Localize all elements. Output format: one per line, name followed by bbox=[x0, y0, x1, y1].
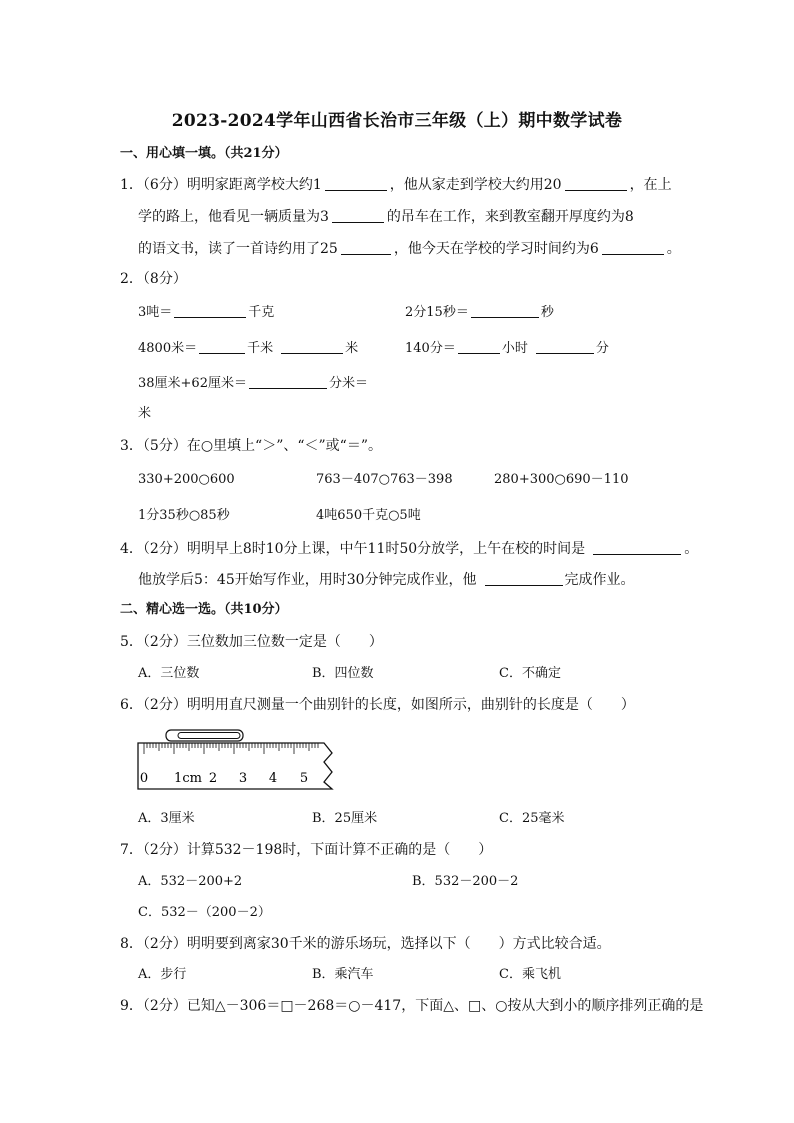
compare-item-5[interactable]: 4吨650千克○5吨 bbox=[316, 508, 421, 523]
page-title: 2023-2024学年山西省长治市三年级（上）期中数学试卷 bbox=[171, 111, 623, 131]
ruler-figure bbox=[136, 726, 340, 794]
option-a[interactable]: A．532－200+2 bbox=[138, 874, 243, 889]
question-5-head bbox=[120, 633, 383, 651]
question-1-line-2 bbox=[138, 208, 634, 226]
answer-blank[interactable] bbox=[593, 540, 681, 555]
question-number: 2． bbox=[120, 271, 143, 287]
question-number: 4． bbox=[120, 541, 143, 557]
question-text: ，在上 bbox=[629, 177, 672, 193]
item-text: 2分15秒＝ bbox=[405, 305, 469, 320]
question-4-line-1 bbox=[120, 540, 698, 558]
question-text: 完成作业。 bbox=[564, 572, 635, 588]
answer-blank[interactable] bbox=[471, 303, 539, 318]
answer-blank[interactable] bbox=[281, 339, 343, 354]
question-text: 的吊车在工作，来到教室翻开厚度约为8 bbox=[386, 209, 634, 225]
option-c[interactable]: C．532－（200－2） bbox=[138, 905, 271, 920]
item-text: 3吨＝ bbox=[138, 305, 173, 320]
ruler-label-1cm: 1cm bbox=[174, 771, 202, 786]
answer-blank[interactable] bbox=[199, 339, 245, 354]
section-heading-fill-in: 一、用心填一填。（共21分） bbox=[120, 146, 288, 161]
section-heading-multiple-choice: 二、精心选一选。（共10分） bbox=[120, 602, 288, 617]
answer-blank[interactable] bbox=[249, 374, 327, 389]
question-7-head bbox=[120, 841, 492, 859]
question-text: 。 bbox=[666, 241, 681, 257]
ruler-label-3: 3 bbox=[238, 771, 248, 786]
item-unit: 分 bbox=[595, 341, 609, 356]
question-3-head bbox=[120, 437, 382, 455]
ruler-label-2: 2 bbox=[208, 771, 218, 786]
question-text: 学的路上，他看见一辆质量为3 bbox=[138, 209, 329, 225]
answer-blank[interactable] bbox=[485, 571, 563, 586]
question-number: 6． bbox=[120, 697, 143, 713]
answer-blank[interactable] bbox=[341, 240, 391, 255]
ruler-ticks bbox=[144, 743, 318, 754]
answer-blank[interactable] bbox=[536, 339, 594, 354]
option-a[interactable]: A．3厘米 bbox=[138, 811, 195, 826]
compare-item-1[interactable]: 330+200○600 bbox=[138, 472, 235, 487]
question-2-item-e-unit: 米 bbox=[138, 406, 152, 421]
question-text: （8分） bbox=[142, 271, 187, 287]
item-text: 140分＝ bbox=[405, 341, 456, 356]
question-text: （2分）计算532－198时，下面计算不正确的是（ ） bbox=[142, 842, 493, 858]
answer-blank[interactable] bbox=[458, 339, 500, 354]
option-c[interactable]: C．乘飞机 bbox=[499, 967, 561, 982]
option-b[interactable]: B．532－200－2 bbox=[412, 874, 519, 889]
question-2-item-b bbox=[405, 303, 554, 322]
question-2-item-e bbox=[138, 374, 368, 393]
question-number: 5． bbox=[120, 634, 143, 650]
item-unit: 分米＝ bbox=[328, 376, 368, 391]
option-c[interactable]: C．25毫米 bbox=[499, 811, 565, 826]
question-text: 。 bbox=[684, 541, 699, 557]
question-9-head bbox=[120, 997, 703, 1015]
item-unit: 米 bbox=[345, 341, 359, 356]
question-text: （5分）在○里填上“＞”、“＜”或“＝”。 bbox=[142, 438, 382, 454]
ruler-label-4: 4 bbox=[268, 771, 278, 786]
answer-blank[interactable] bbox=[332, 208, 384, 223]
question-text: （2分）明明要到离家30千米的游乐场玩，选择以下（ ）方式比较合适。 bbox=[142, 936, 611, 952]
answer-blank[interactable] bbox=[174, 303, 246, 318]
answer-blank[interactable] bbox=[602, 240, 664, 255]
question-2-head bbox=[120, 270, 187, 288]
ruler-label-0: 0 bbox=[139, 771, 149, 786]
option-b[interactable]: B．25厘米 bbox=[312, 811, 378, 826]
item-unit: 千克 bbox=[248, 305, 275, 320]
question-8-head bbox=[120, 935, 611, 953]
question-number: 3． bbox=[120, 438, 143, 454]
question-number: 8． bbox=[120, 936, 143, 952]
question-text: （2分）三位数加三位数一定是（ ） bbox=[142, 634, 383, 650]
question-1-line-3 bbox=[138, 240, 681, 258]
question-6-head bbox=[120, 696, 635, 714]
ruler-label-5: 5 bbox=[299, 771, 309, 786]
option-c[interactable]: C．不确定 bbox=[499, 666, 561, 681]
answer-blank[interactable] bbox=[325, 176, 387, 191]
question-number: 1． bbox=[120, 177, 143, 193]
question-text: （6分）明明家距离学校大约1 bbox=[142, 177, 322, 193]
question-2-item-a bbox=[138, 303, 274, 322]
question-text: ，他从家走到学校大约用20 bbox=[389, 177, 562, 193]
question-text: 的语文书，读了一首诗约用了25 bbox=[138, 241, 338, 257]
question-text: （2分）明明用直尺测量一个曲别针的长度，如图所示，曲别针的长度是（ ） bbox=[142, 697, 635, 713]
option-b[interactable]: B．乘汽车 bbox=[312, 967, 374, 982]
question-text: ，他今天在学校的学习时间约为6 bbox=[393, 241, 599, 257]
question-1-line-1 bbox=[120, 176, 672, 194]
question-text: 他放学后5：45开始写作业，用时30分钟完成作业，他 bbox=[138, 572, 477, 588]
question-2-item-d bbox=[405, 339, 609, 358]
option-a[interactable]: A．步行 bbox=[138, 967, 187, 982]
item-unit: 秒 bbox=[540, 305, 554, 320]
compare-item-3[interactable]: 280+300○690－110 bbox=[494, 472, 629, 487]
question-text: （2分）已知△－306＝□－268＝○－417，下面△、□、○按从大到小的顺序排列正确的是 bbox=[142, 998, 704, 1014]
option-a[interactable]: A．三位数 bbox=[138, 666, 200, 681]
compare-item-4[interactable]: 1分35秒○85秒 bbox=[138, 508, 230, 523]
item-text: 4800米＝ bbox=[138, 341, 198, 356]
item-unit: 小时 bbox=[501, 341, 528, 356]
option-b[interactable]: B．四位数 bbox=[312, 666, 374, 681]
question-2-item-c bbox=[138, 339, 358, 358]
question-text: （2分）明明早上8时10分上课，中午11时50分放学，上午在校的时间是 bbox=[142, 541, 586, 557]
compare-item-2[interactable]: 763－407○763－398 bbox=[316, 472, 453, 487]
item-text: 38厘米+62厘米＝ bbox=[138, 376, 247, 391]
question-4-line-2 bbox=[138, 571, 635, 589]
item-unit: 千米 bbox=[247, 341, 274, 356]
question-number: 7． bbox=[120, 842, 143, 858]
answer-blank[interactable] bbox=[565, 176, 627, 191]
question-number: 9． bbox=[120, 998, 143, 1014]
